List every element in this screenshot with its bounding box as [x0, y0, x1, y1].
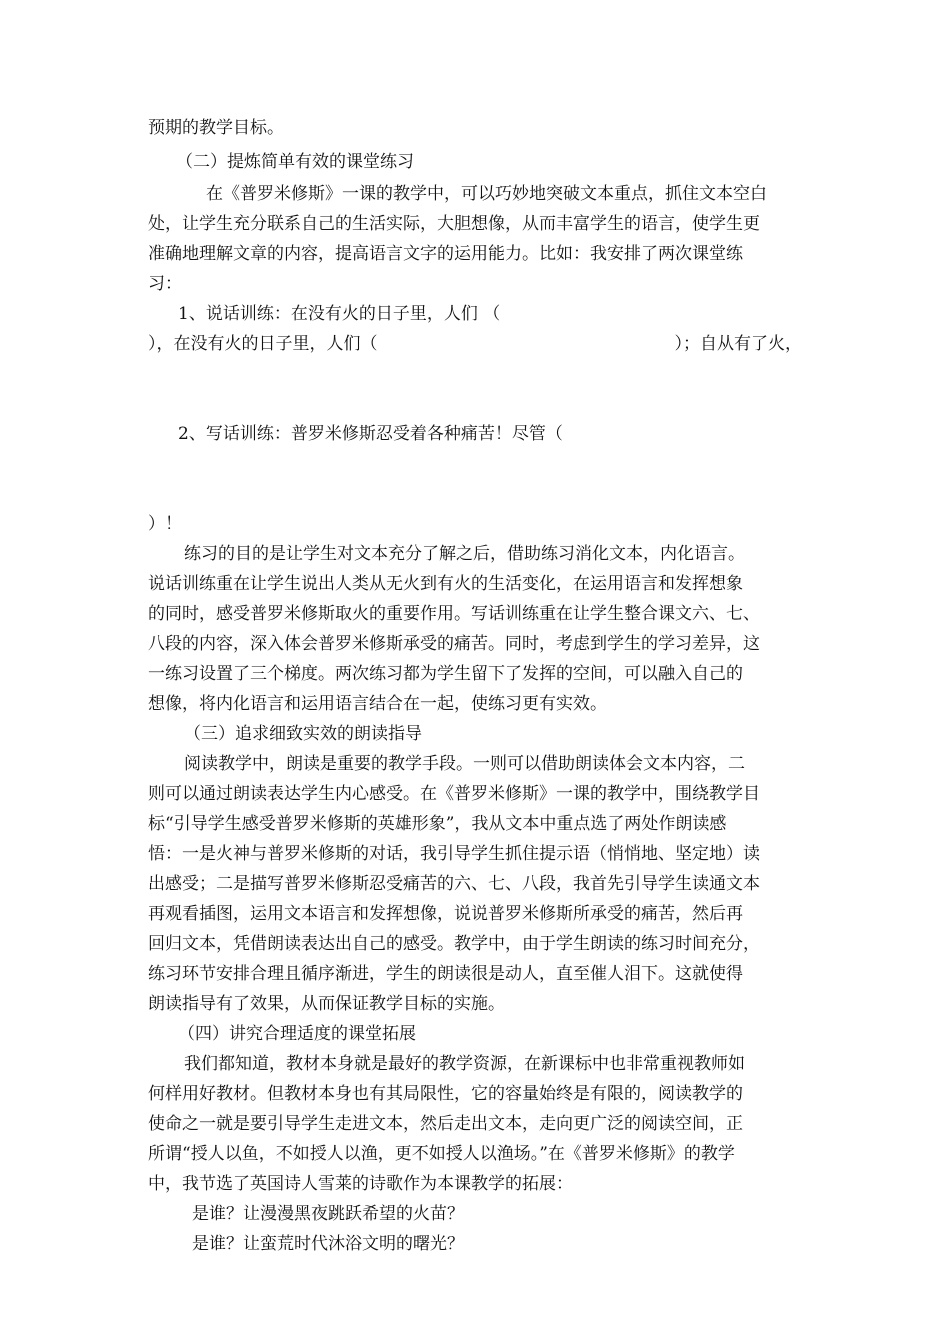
paragraph-line: 朗读指导有了效果，从而保证教学目标的实施。: [148, 994, 505, 1014]
paragraph-line: 八段的内容，深入体会普罗米修斯承受的痛苦。同时，考虑到学生的学习差异，这: [148, 634, 760, 654]
paragraph-line: 回归文本，凭借朗读表达出自己的感受。教学中，由于学生朗读的练习时间充分，: [148, 934, 760, 954]
exercise-line: [148, 333, 802, 355]
section-heading: （二）提炼简单有效的课堂练习: [176, 152, 414, 172]
paragraph-line: 阅读教学中，朗读是重要的教学手段。一则可以借助朗读体会文本内容，二: [184, 754, 745, 774]
paragraph-line: 习：: [148, 274, 182, 294]
paragraph-line: 则可以通过朗读表达学生内心感受。在《普罗米修斯》一课的教学中，围绕教学目: [148, 784, 760, 804]
paragraph-line: 的同时，感受普罗米修斯取火的重要作用。写话训练重在让学生整合课文六、七、: [148, 604, 760, 624]
paragraph-line: 何样用好教材。但教材本身也有其局限性，它的容量始终是有限的，阅读教学的: [148, 1084, 743, 1104]
exercise-line: 2、写话训练：普罗米修斯忍受着各种痛苦！尽管（: [178, 424, 563, 444]
paragraph-line: 准确地理解文章的内容，提高语言文字的运用能力。比如：我安排了两次课堂练: [148, 244, 743, 264]
paragraph-line: 想像，将内化语言和运用语言结合在一起，使练习更有实效。: [148, 694, 607, 714]
paragraph-line: 出感受；二是描写普罗米修斯忍受痛苦的六、七、八段，我首先引导学生读通文本: [148, 874, 760, 894]
exercise-text: ）；自从有了火，: [674, 334, 802, 354]
paragraph-line: 预期的教学目标。: [148, 118, 284, 138]
exercise-line: 1、说话训练：在没有火的日子里，人们 （: [178, 304, 501, 324]
paragraph-line: 练习的目的是让学生对文本充分了解之后，借助练习消化文本，内化语言。: [184, 544, 745, 564]
paragraph-line: 使命之一就是要引导学生走进文本，然后走出文本，走向更广泛的阅读空间，正: [148, 1114, 743, 1134]
paragraph-line: 说话训练重在让学生说出人类从无火到有火的生活变化，在运用语言和发挥想象: [148, 574, 743, 594]
paragraph-line: 再观看插图，运用文本语言和发挥想像，说说普罗米修斯所承受的痛苦，然后再: [148, 904, 743, 924]
paragraph-line: 一练习设置了三个梯度。两次练习都为学生留下了发挥的空间，可以融入自己的: [148, 664, 743, 684]
paragraph-line: 中，我节选了英国诗人雪莱的诗歌作为本课教学的拓展：: [148, 1174, 573, 1194]
paragraph-line: 在《普罗米修斯》一课的教学中，可以巧妙地突破文本重点，抓住文本空白: [206, 184, 767, 204]
exercise-line: ）！: [148, 514, 182, 534]
section-heading: （四）讲究合理适度的课堂拓展: [178, 1024, 416, 1044]
paragraph-line: 我们都知道，教材本身就是最好的教学资源，在新课标中也非常重视教师如: [184, 1054, 745, 1074]
paragraph-line: 所谓“授人以鱼，不如授人以渔，更不如授人以渔场。”在《普罗米修斯》的教学: [148, 1144, 735, 1164]
paragraph-line: 标“引导学生感受普罗米修斯的英雄形象”，我从文本中重点选了两处作朗读感: [148, 814, 727, 834]
paragraph-line: 练习环节安排合理且循序渐进，学生的朗读很是动人，直至催人泪下。这就使得: [148, 964, 743, 984]
poem-line: 是谁？让漫漫黑夜跳跃希望的火苗？: [192, 1204, 464, 1224]
paragraph-line: 悟：一是火神与普罗米修斯的对话，我引导学生抓住提示语（悄悄地、坚定地）读: [148, 844, 760, 864]
poem-line: 是谁？让蛮荒时代沐浴文明的曙光？: [192, 1234, 464, 1254]
exercise-text: ），在没有火的日子里，人们（: [148, 334, 378, 354]
section-heading: （三）追求细致实效的朗读指导: [184, 724, 422, 744]
paragraph-line: 处，让学生充分联系自己的生活实际，大胆想像，从而丰富学生的语言，使学生更: [148, 214, 760, 234]
